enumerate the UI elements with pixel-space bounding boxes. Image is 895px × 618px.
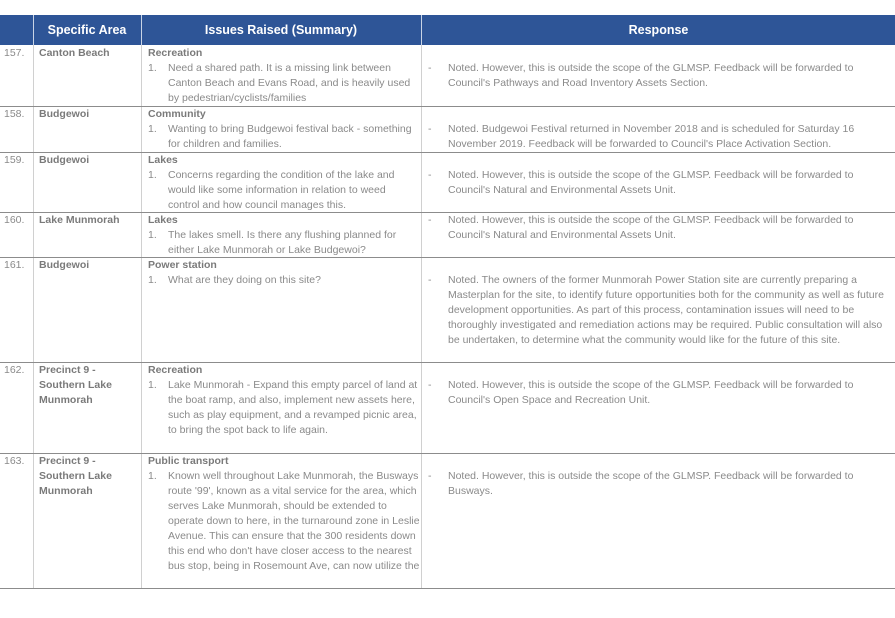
specific-area: Precinct 9 - Southern Lake Munmorah bbox=[39, 364, 112, 406]
response-text: Noted. The owners of the former Munmorah Power Station site are currently preparing a Masterplan for the site, to identify future opportunities both for the community as well as future development opportunities. As part of this process, contamination issues will need to be thoroughly investigated and remediation actions may be required. Public consultation will also be undertaken, to determine what the community would like for the future of this site. bbox=[448, 274, 884, 346]
row-divider bbox=[0, 588, 895, 589]
issue-text: Need a shared path. It is a missing link between Canton Beach and Evans Road, and is heavily used by pedestrian/cyclists/families bbox=[168, 62, 411, 104]
specific-area: Precinct 9 - Southern Lake Munmorah bbox=[39, 455, 112, 497]
issue-category: Power station bbox=[148, 259, 217, 271]
issue-category: Community bbox=[148, 108, 206, 120]
issue-text: What are they doing on this site? bbox=[168, 274, 321, 286]
table-header bbox=[0, 15, 895, 45]
row-number: 158. bbox=[4, 108, 25, 120]
issue-item-number: 1. bbox=[148, 274, 157, 286]
response-bullet: - bbox=[428, 274, 432, 286]
response-bullet: - bbox=[428, 379, 432, 391]
row-number: 160. bbox=[4, 214, 25, 226]
row-number: 157. bbox=[4, 47, 25, 59]
response-text: Noted. However, this is outside the scope of the GLMSP. Feedback will be forwarded to Busways. bbox=[448, 470, 854, 497]
issue-item-number: 1. bbox=[148, 379, 157, 391]
column-divider bbox=[421, 45, 422, 588]
specific-area: Budgewoi bbox=[39, 108, 90, 120]
response-bullet: - bbox=[428, 214, 432, 226]
header-divider bbox=[421, 15, 422, 45]
specific-area: Lake Munmorah bbox=[39, 214, 120, 226]
specific-area: Budgewoi bbox=[39, 259, 90, 271]
column-divider bbox=[141, 45, 142, 588]
issue-category: Recreation bbox=[148, 364, 203, 376]
response-text: Noted. However, this is outside the scope of the GLMSP. Feedback will be forwarded to Council's Natural and Environmental Assets Unit. bbox=[448, 214, 854, 241]
row-number: 162. bbox=[4, 364, 25, 376]
header-issues: Issues Raised (Summary) bbox=[204, 23, 358, 37]
header-specific-area: Specific Area bbox=[47, 23, 127, 37]
header-response: Response bbox=[628, 23, 689, 37]
header-divider bbox=[33, 15, 34, 45]
response-text: Noted. Budgewoi Festival returned in November 2018 and is scheduled for Saturday 16 November 2019. Feedback will be forwarded to Council's Place Activation Section. bbox=[448, 123, 855, 150]
issue-item-number: 1. bbox=[148, 62, 157, 74]
header-divider bbox=[141, 15, 142, 45]
issue-item-number: 1. bbox=[148, 169, 157, 181]
issue-text: Concerns regarding the condition of the lake and would like some information in relation to weed control and how council manages this. bbox=[168, 169, 395, 211]
row-number: 161. bbox=[4, 259, 25, 271]
issue-category: Recreation bbox=[148, 47, 203, 59]
specific-area: Budgewoi bbox=[39, 154, 90, 166]
response-bullet: - bbox=[428, 123, 432, 135]
response-text: Noted. However, this is outside the scope of the GLMSP. Feedback will be forwarded to Council's Open Space and Recreation Unit. bbox=[448, 379, 854, 406]
issue-category: Lakes bbox=[148, 154, 178, 166]
response-bullet: - bbox=[428, 470, 432, 482]
column-divider bbox=[33, 45, 34, 588]
issue-text: Known well throughout Lake Munmorah, the Busways route '99', known as a vital service for the area, which serves Lake Munmorah, should be extended to operate down to here, in the turnaround zone in Leslie Avenue. This can ensure that the 300 residents down this end who don't have closer access to the nearest bus stop, being in Rosemount Ave, can now utilize the bbox=[168, 470, 420, 572]
response-bullet: - bbox=[428, 62, 432, 74]
issue-text: Lake Munmorah - Expand this empty parcel of land at the boat ramp, and also, implement new assets here, such as play equipment, and a revamped picnic area, to bring the spot back to life again. bbox=[168, 379, 418, 436]
issue-item-number: 1. bbox=[148, 123, 157, 135]
issue-category: Lakes bbox=[148, 214, 178, 226]
specific-area: Canton Beach bbox=[39, 47, 110, 59]
response-text: Noted. However, this is outside the scope of the GLMSP. Feedback will be forwarded to Council's Pathways and Road Inventory Assets Section. bbox=[448, 62, 854, 89]
row-number: 163. bbox=[4, 455, 25, 467]
issue-category: Public transport bbox=[148, 455, 229, 467]
response-bullet: - bbox=[428, 169, 432, 181]
issue-item-number: 1. bbox=[148, 470, 157, 482]
response-text: Noted. However, this is outside the scope of the GLMSP. Feedback will be forwarded to Council's Natural and Environmental Assets Unit. bbox=[448, 169, 854, 196]
issue-text: The lakes smell. Is there any flushing planned for either Lake Munmorah or Lake Budgewoi? bbox=[168, 229, 397, 256]
issue-item-number: 1. bbox=[148, 229, 157, 241]
issue-text: Wanting to bring Budgewoi festival back - something for children and families. bbox=[168, 123, 412, 150]
row-number: 159. bbox=[4, 154, 25, 166]
